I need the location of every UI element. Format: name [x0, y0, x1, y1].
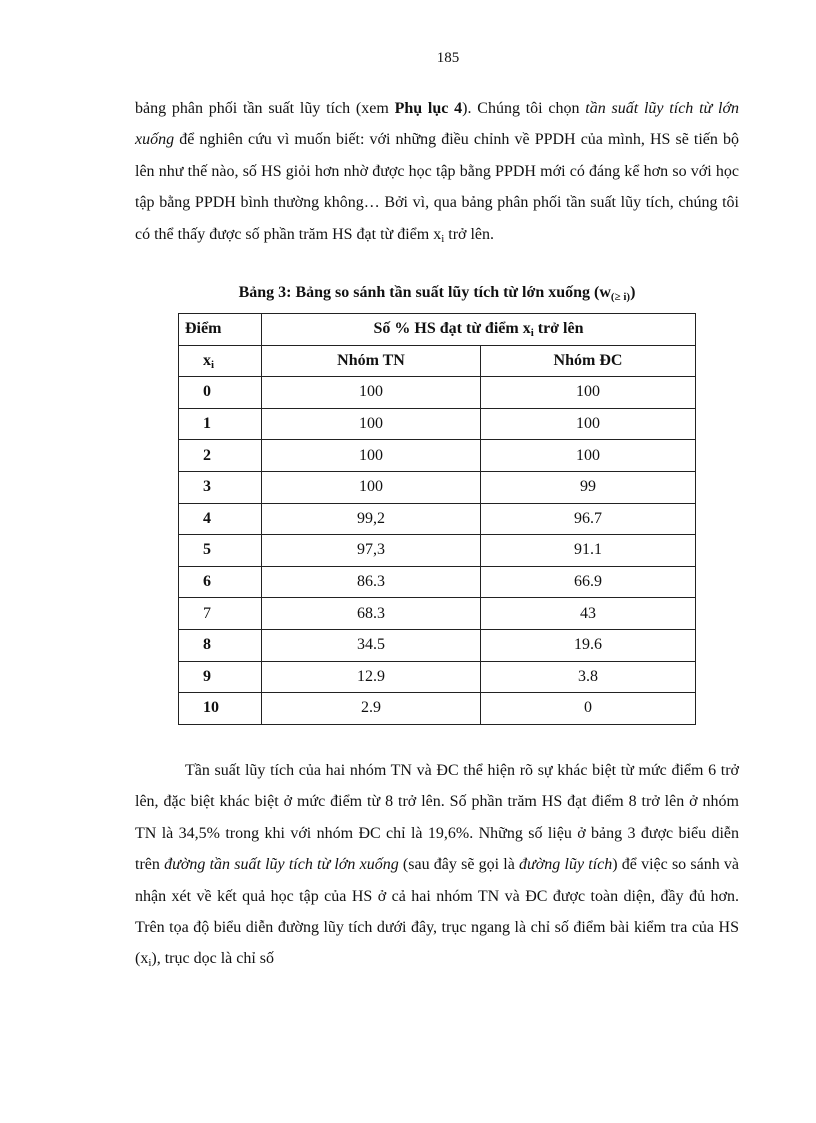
table-body [179, 377, 696, 725]
tn-value-cell: 12.9 [262, 661, 481, 693]
table-row [179, 693, 696, 725]
dc-value-cell: 0 [481, 693, 696, 725]
score-cell: 7 [179, 598, 262, 630]
p2-italic-term-2: đường lũy tích [519, 856, 613, 874]
dc-value-cell: 100 [481, 377, 696, 409]
table-row [179, 377, 696, 409]
tn-value-cell: 100 [262, 440, 481, 472]
table-row [179, 471, 696, 503]
tn-value-cell: 100 [262, 471, 481, 503]
p2-subscript: i [148, 957, 152, 970]
p1-text-d: trở lên. [444, 225, 495, 243]
p2-text-d: ), trục dọc là chỉ số [151, 950, 275, 968]
table-row [179, 661, 696, 693]
dc-value-cell: 3.8 [481, 661, 696, 693]
caption-subscript: (≥ i) [610, 291, 631, 303]
dc-value-cell: 66.9 [481, 566, 696, 598]
caption-end: ) [630, 284, 636, 301]
header-group [262, 314, 696, 346]
page-number: 185 [436, 50, 460, 66]
table-row [179, 598, 696, 630]
score-cell: 0 [179, 377, 262, 409]
score-cell: 3 [179, 471, 262, 503]
tn-value-cell: 2.9 [262, 693, 481, 725]
header-group-text: Số % HS đạt từ điểm x [373, 320, 531, 338]
frequency-table [178, 313, 696, 725]
tn-value-cell: 100 [262, 408, 481, 440]
table-row [179, 629, 696, 661]
header-group-end: trở lên [533, 320, 584, 338]
header-group-subscript: i [530, 327, 534, 340]
paragraph-1 [135, 93, 739, 250]
score-cell: 5 [179, 535, 262, 567]
tn-value-cell: 97,3 [262, 535, 481, 567]
p1-text-b: ). Chúng tôi chọn [462, 100, 586, 117]
p1-subscript: i [441, 232, 445, 245]
table-row [179, 440, 696, 472]
score-cell: 8 [179, 629, 262, 661]
p1-italic-term: tần suất lũy tích từ lớn xuống [135, 100, 740, 149]
p1-text-a: bảng phân phối tần suất lũy tích (xem [135, 100, 395, 117]
table-row [179, 408, 696, 440]
tn-value-cell: 99,2 [262, 503, 481, 535]
dc-value-cell: 100 [481, 408, 696, 440]
paragraph-2 [135, 755, 739, 975]
header-score-xi [179, 345, 262, 377]
table-header-row-2 [179, 345, 696, 377]
table-row [179, 535, 696, 567]
table-row [179, 503, 696, 535]
dc-value-cell: 43 [481, 598, 696, 630]
header-score-x: x [203, 351, 211, 369]
dc-value-cell: 96.7 [481, 503, 696, 535]
score-cell: 9 [179, 661, 262, 693]
p2-text-b: (sau đây sẽ gọi là [398, 856, 520, 874]
dc-value-cell: 19.6 [481, 629, 696, 661]
dc-value-cell: 100 [481, 440, 696, 472]
p2-italic-term-1: đường tần suất lũy tích từ lớn xuống [164, 856, 399, 874]
dc-value-cell: 91.1 [481, 535, 696, 567]
score-cell: 2 [179, 440, 262, 472]
table-header-row-1 [179, 314, 696, 346]
tn-value-cell: 68.3 [262, 598, 481, 630]
header-tn: Nhóm TN [262, 345, 481, 377]
score-cell: 1 [179, 408, 262, 440]
header-score-subscript: i [211, 358, 215, 371]
table-caption [135, 284, 739, 302]
table-row [179, 566, 696, 598]
p2-text-a: Tần suất lũy tích của hai nhóm TN và ĐC thể hiện rõ sự khác biệt từ mức điểm 6 trở lên, đặc biệt khác biệt ở mức điểm từ 8 trở lên. Số phần trăm HS đạt điểm 8 trở lên ở nhóm TN là 34,5% trong khi với nhóm ĐC chỉ là 19,6%. Những số liệu ở bảng 3 được biểu diễn trên [135, 762, 739, 874]
caption-text: Bảng 3: Bảng so sánh tần suất lũy tích từ lớn xuống (w [238, 284, 611, 301]
score-cell: 6 [179, 566, 262, 598]
tn-value-cell: 34.5 [262, 629, 481, 661]
header-dc: Nhóm ĐC [481, 345, 696, 377]
header-score: Điểm [179, 314, 262, 346]
p2-text-c: ) để việc so sánh và nhận xét về kết quả học tập của HS ở cả hai nhóm TN và ĐC được toàn diện, đầy đủ hơn. Trên tọa độ biểu diễn đường lũy tích dưới đây, trục ngang là chỉ số điểm bài kiểm tra của HS (x [135, 856, 740, 968]
score-cell: 10 [179, 693, 262, 725]
p1-appendix-ref: Phụ lục 4 [394, 100, 463, 117]
p1-text-c: để nghiên cứu vì muốn biết: với những điều chỉnh về PPDH của mình, HS sẽ tiến bộ lên như thế nào, số HS giỏi hơn nhờ được học tập bằng PPDH mới có đáng kể hơn so với học tập bằng PPDH bình thường không… Bởi vì, qua bảng phân phối tần suất lũy tích, chúng tôi có thể thấy được số phần trăm HS đạt từ điểm x [135, 131, 739, 243]
tn-value-cell: 86.3 [262, 566, 481, 598]
score-cell: 4 [179, 503, 262, 535]
tn-value-cell: 100 [262, 377, 481, 409]
dc-value-cell: 99 [481, 471, 696, 503]
